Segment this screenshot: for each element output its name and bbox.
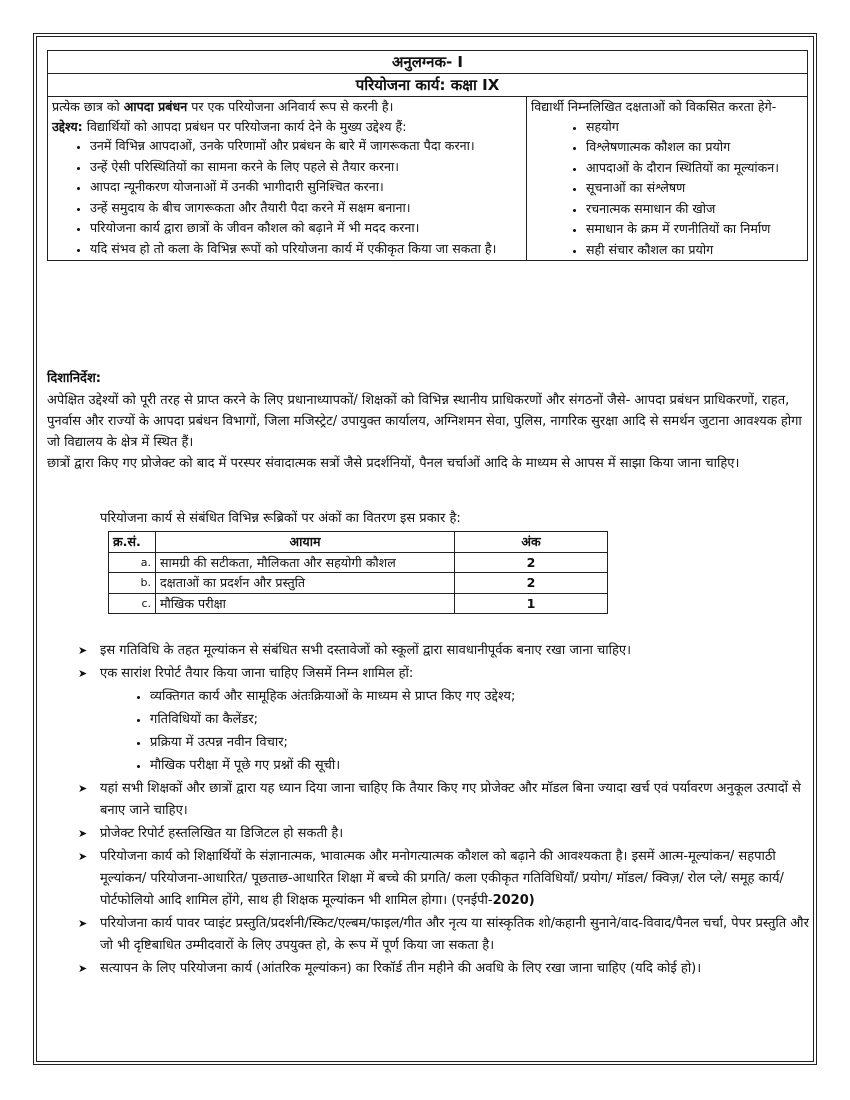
row-marks: 2 [455,552,608,573]
mandatory-project-line: प्रत्येक छात्र को आपदा प्रबंधन पर एक परियोजना अनिवार्य रूप से करनी है। [52,99,394,114]
row-marks: 1 [455,593,608,614]
arrow-bullet-icon: ➤ [78,827,88,840]
list-item: • सही संचार कौशल का प्रयोग [586,240,803,260]
objective-intro: उद्देश्य: विद्यार्थियों को आपदा प्रबंधन पर परियोजना कार्य देने के मुख्य उद्देश्य हैं: [52,118,407,134]
list-item: ➤ परियोजना कार्य पावर प्वाइंट प्रस्तुति/प्रदर्शनी/स्किट/एल्बम/फाइल/गीत और नृत्य या सांस्कृतिक शो/कहानी सुनाने/वाद-विवाद/पैनल चर्चा, पेपर प्रस्तुति और जो भी दृष्टिबाधित उम्मीदवारों के लिए उपयुक्त हो, के रूप में पूर्ण किया जा सकता है। [78,913,813,957]
list-item: • यदि संभव हो तो कला के विभिन्न रूपों को परियोजना कार्य में एकीकृत किया जा सकता है। [90,239,522,259]
list-item: • समाधान के क्रम में रणनीतियों का निर्माण [586,219,803,239]
list-item: • प्रक्रिया में उत्पन्न नवीन विचार; [150,731,813,754]
column-header: क्र.सं. [109,532,156,553]
row-dimension: सामग्री की सटीकता, मौलिकता और सहयोगी कौशल [156,552,455,573]
arrow-bullet-icon: ➤ [78,917,88,930]
list-item: • विश्लेषणात्मक कौशल का प्रयोग [586,137,803,157]
column-header: आयाम [156,532,455,553]
guidelines-heading: दिशानिर्देश: [47,371,102,386]
list-item: ➤ प्रोजेक्ट रिपोर्ट हस्तलिखित या डिजिटल हो सकती है। [78,823,813,845]
arrow-bullet-icon: ➤ [78,644,88,657]
list-item: ➤ सत्यापन के लिए परियोजना कार्य (आंतरिक मूल्यांकन) का रिकॉर्ड तीन महीने की अवधि के लिए रखा जाना चाहिए (यदि कोई हो)। [78,958,813,980]
list-item: • व्यक्तिगत कार्य और सामूहिक अंतःक्रियाओं के माध्यम से प्राप्त किए गए उद्देश्य; [150,685,813,708]
list-item: ➤ परियोजना कार्य को शिक्षार्थियों के संज्ञानात्मक, भावात्मक और मनोगत्यात्मक कौशल को बढ़ाने की आवश्यकता है। इसमें आत्म-मूल्यांकन/ सहपाठी मूल्यांकन/ परियोजना-आधारित/ पूछताछ-आधारित शिक्षा में बच्चे की प्रगति/ कला एकीकृत गतिविधियाँ/ प्रयोग/ मॉडल/ क्विज़/ रोल प्ले/ समूह कार्य/ पोर्टफोलियो आदि शामिल होंगे, साथ ही शिक्षक मूल्यांकन भी शामिल होगा। (एनईपी-2020) [78,846,813,912]
arrow-bullet-icon: ➤ [78,667,88,680]
list-item: • आपदा न्यूनीकरण योजनाओं में उनकी भागीदारी सुनिश्चित करना। [90,177,522,197]
row-marks: 2 [455,573,608,594]
list-item: • परियोजना कार्य द्वारा छात्रों के जीवन कौशल को बढ़ाने में भी मदद करना। [90,218,522,238]
instructions-list [78,640,813,981]
row-number: c. [109,593,156,614]
list-item: • सहयोग [586,117,803,137]
summary-report-list [100,685,813,777]
project-table [47,50,808,261]
row-number: a. [109,552,156,573]
row-dimension: मौखिक परीक्षा [156,593,455,614]
list-item: • मौखिक परीक्षा में पूछे गए प्रश्नों की सूची। [150,754,813,777]
table-row [109,593,608,614]
list-item: • सूचनाओं का संश्लेषण [586,178,803,198]
skills-cell [527,97,808,261]
objectives-list [52,136,522,258]
arrow-bullet-icon: ➤ [78,782,88,795]
list-item: • आपदाओं के दौरान स्थितियों का मूल्यांकन। [586,158,803,178]
list-item: • उन्हें ऐसी परिस्थितियों का सामना करने के लिए पहले से तैयार करना। [90,157,522,177]
list-item: ➤ एक सारांश रिपोर्ट तैयार किया जाना चाहिए जिसमें निम्न शामिल हों: • व्यक्तिगत कार्य और सामूहिक अंतःक्रियाओं के माध्यम से प्राप्त किए गए उद्देश्य; • गतिविधियों का कैलेंडर; • प्रक्रिया में उत्पन्न नवीन विचार; • मौखिक परीक्षा में पूछे गए प्रश्नों की सूची। [78,663,813,777]
project-title: परियोजना कार्य: कक्षा IX [48,74,808,97]
table-row [109,573,608,594]
list-item: ➤ इस गतिविधि के तहत मूल्यांकन से संबंधित सभी दस्तावेजों को स्कूलों द्वारा सावधानीपूर्वक बनाए रखा जाना चाहिए। [78,640,813,662]
list-item: ➤ यहां सभी शिक्षकों और छात्रों द्वारा यह ध्यान दिया जाना चाहिए कि तैयार किए गए प्रोजेक्ट और मॉडल बिना ज्यादा खर्च एवं पर्यावरण अनुकूल उत्पादों से बनाए जाने चाहिए। [78,778,813,822]
table-header-row [109,532,608,553]
list-item: • रचनात्मक समाधान की खोज [586,199,803,219]
skills-list [531,117,803,260]
column-header: अंक [455,532,608,553]
row-number: b. [109,573,156,594]
skills-intro: विद्यार्थी निम्नलिखित दक्षताओं को विकसित करता हेगे- [531,99,777,114]
guidelines-paragraph-1: अपेक्षित उद्देश्यों को पूरी तरह से प्राप्त करने के लिए प्रधानाध्यापकों/ शिक्षकों को विभिन्न स्थानीय प्राधिकरणों और संगठनों जैसे- आपदा प्रबंधन प्राधिकरणों, राहत, पुनर्वास और राज्यों के आपदा प्रबंधन विभागों, जिला मजिस्ट्रेट/ उपायुक्त कार्यालय, अग्निशमन सेवा, पुलिस, नागरिक सुरक्षा आदि से समर्थन जुटाना आवश्यक होगा जो विद्यालय के क्षेत्र में स्थित हैं। [47,393,802,450]
arrow-bullet-icon: ➤ [78,962,88,975]
list-item: • उन्हें समुदाय के बीच जागरूकता और तैयारी पैदा करने में सक्षम बनाना। [90,198,522,218]
table-row [109,552,608,573]
guidelines-section [47,368,807,474]
list-item: • गतिविधियों का कैलेंडर; [150,708,813,731]
arrow-bullet-icon: ➤ [78,850,88,863]
row-dimension: दक्षताओं का प्रदर्शन और प्रस्तुति [156,573,455,594]
guidelines-paragraph-2: छात्रों द्वारा किए गए प्रोजेक्ट को बाद में परस्पर संवादात्मक सत्रों जैसे प्रदर्शनियों, पैनल चर्चाओं आदि के माध्यम से आपस में साझा किया जाना चाहिए। [47,456,740,471]
annexure-title: अनुलग्नक- I [48,51,808,74]
marks-table [108,531,608,614]
list-item: • उनमें विभिन्न आपदाओं, उनके परिणामों और प्रबंधन के बारे में जागरूकता पैदा करना। [90,136,522,156]
objectives-cell [48,97,527,261]
marks-intro: परियोजना कार्य से संबंधित विभिन्न रूब्रिकों पर अंकों का वितरण इस प्रकार है: [100,511,461,526]
